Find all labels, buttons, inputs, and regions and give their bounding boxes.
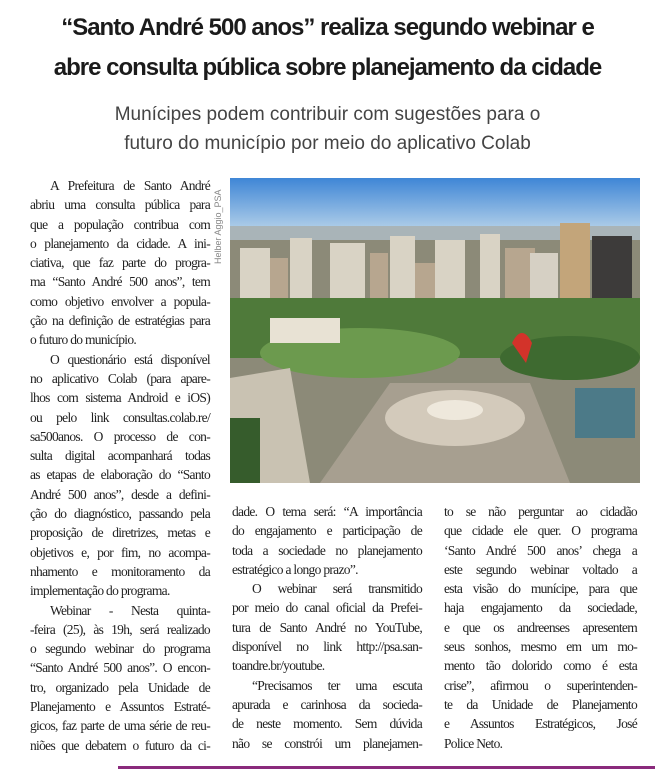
text-line: Police Neto. [444,735,503,751]
text-line: toandre.br/youtube. [232,658,325,674]
text-line: esta visão do munícipe, para que [444,581,637,597]
text-line: implementação do programa. [30,583,170,599]
text-line: O questionário está disponível [50,351,210,367]
text-line: ciativa, que faz parte do progra- [30,255,210,271]
text-line: não se constrói um planejamen- [232,735,422,751]
text-line: ou pelo link consultas.colab.re/ [30,409,210,425]
paragraph [232,579,422,675]
text-line: “Santo André 500 anos”. O encon- [30,660,210,676]
paragraph [30,176,210,350]
text-line: crise”, afirmou o superintenden- [444,677,637,693]
headline [8,8,647,88]
text-line: e que os andreenses apresentem [444,619,637,635]
text-line: A Prefeitura de Santo André [50,178,210,193]
text-line: no aplicativo Colab (para apare- [30,370,210,386]
text-line: o segundo webinar do programa [30,641,210,657]
text-line: este segundo webinar voltado a [444,561,637,577]
headline-line: abre consulta pública sobre planejamento da cidade [53,54,602,81]
text-line: as etapas de elaboração do “Santo [30,467,210,483]
text-line: -feira (25), às 19h, será realizado [30,621,210,637]
city-photo [230,178,640,483]
text-line: por meio do canal oficial da Prefei- [232,600,422,616]
text-line: apurada e carinhosa da socieda- [232,696,422,712]
text-line: ma “Santo André 500 anos”, tem [30,274,210,290]
photo-credit-text: Helber Aggio_PSA [213,189,223,264]
subtitle-line: Munícipes podem contribuir com sugestões para o [114,104,541,125]
text-line: o futuro do município. [30,332,137,348]
text-line: sulta digital acompanhará todas [30,448,210,464]
photo-credit [213,178,227,268]
text-line: Webinar - Nesta quinta- [50,602,210,618]
text-line: te da Unidade de Planejamento [444,696,637,712]
article-column-3 [444,502,637,753]
article-column-1 [30,176,210,755]
article-column-2 [232,502,422,753]
text-line: estratégico a longo prazo”. [232,561,358,577]
text-line: como objetivo envolver a popula- [30,293,210,309]
paragraph [444,502,637,753]
text-line: “Precisamos ter uma escuta [252,677,422,693]
text-line: que a população contribua com [30,216,210,232]
headline-line: “Santo André 500 anos” realiza segundo webinar e [61,14,594,41]
city-photo-image [230,178,640,483]
text-line: sa500anos. O processo de con- [30,428,210,444]
subtitle [8,100,647,158]
text-line: nhamento e monitoramento da [30,563,210,579]
text-line: ‘Santo André 500 anos’ chega a [444,542,637,558]
section-divider [118,766,655,769]
text-line: tro, organizado pela Unidade de [30,679,210,695]
text-line: gicos, faz parte de uma série de reu- [30,718,210,734]
paragraph [232,502,422,579]
text-line: André 500 anos”, desde a defini- [30,486,210,502]
text-line: lhos com sistema Android e iOS) [30,390,210,406]
text-line: abriu uma consulta pública para [30,197,210,213]
text-line: de neste momento. Sem dúvida [232,716,422,732]
text-line: haja engajamento da sociedade, [444,600,637,616]
paragraph [30,350,210,601]
subtitle-line: futuro do município por meio do aplicativo Colab [124,133,531,154]
text-line: toda a sociedade no planejamento [232,542,422,558]
text-line: do engajamento e participação de [232,523,422,539]
text-line: e Assuntos Estratégicos, José [444,716,637,732]
text-line: dade. O tema será: “A importância [232,504,422,519]
text-line: disponível no link http://psa.san- [232,639,422,655]
text-line: Planejamento e Assuntos Estraté- [30,699,210,715]
text-line: objetivos e, por fim, no acompa- [30,544,210,560]
text-line: tura de Santo André no YouTube, [232,619,422,635]
text-line: ção do diagnóstico, passando pela [30,506,210,522]
text-line: proposição de diretrizes, metas e [30,525,210,541]
text-line: niões que debatem o futuro da ci- [30,737,210,753]
text-line: seus sonhos, mesmo em um mo- [444,639,637,655]
text-line: mento tão dolorido como é esta [444,658,637,674]
text-line: que cidade ele quer. O programa [444,523,637,539]
text-line: to se não perguntar ao cidadão [444,504,637,519]
text-line: o planejamento da cidade. A ini- [30,235,210,251]
paragraph [232,676,422,753]
text-line: ção na definição de estratégias para [30,313,210,329]
paragraph [30,601,210,755]
text-line: O webinar será transmitido [252,581,422,597]
